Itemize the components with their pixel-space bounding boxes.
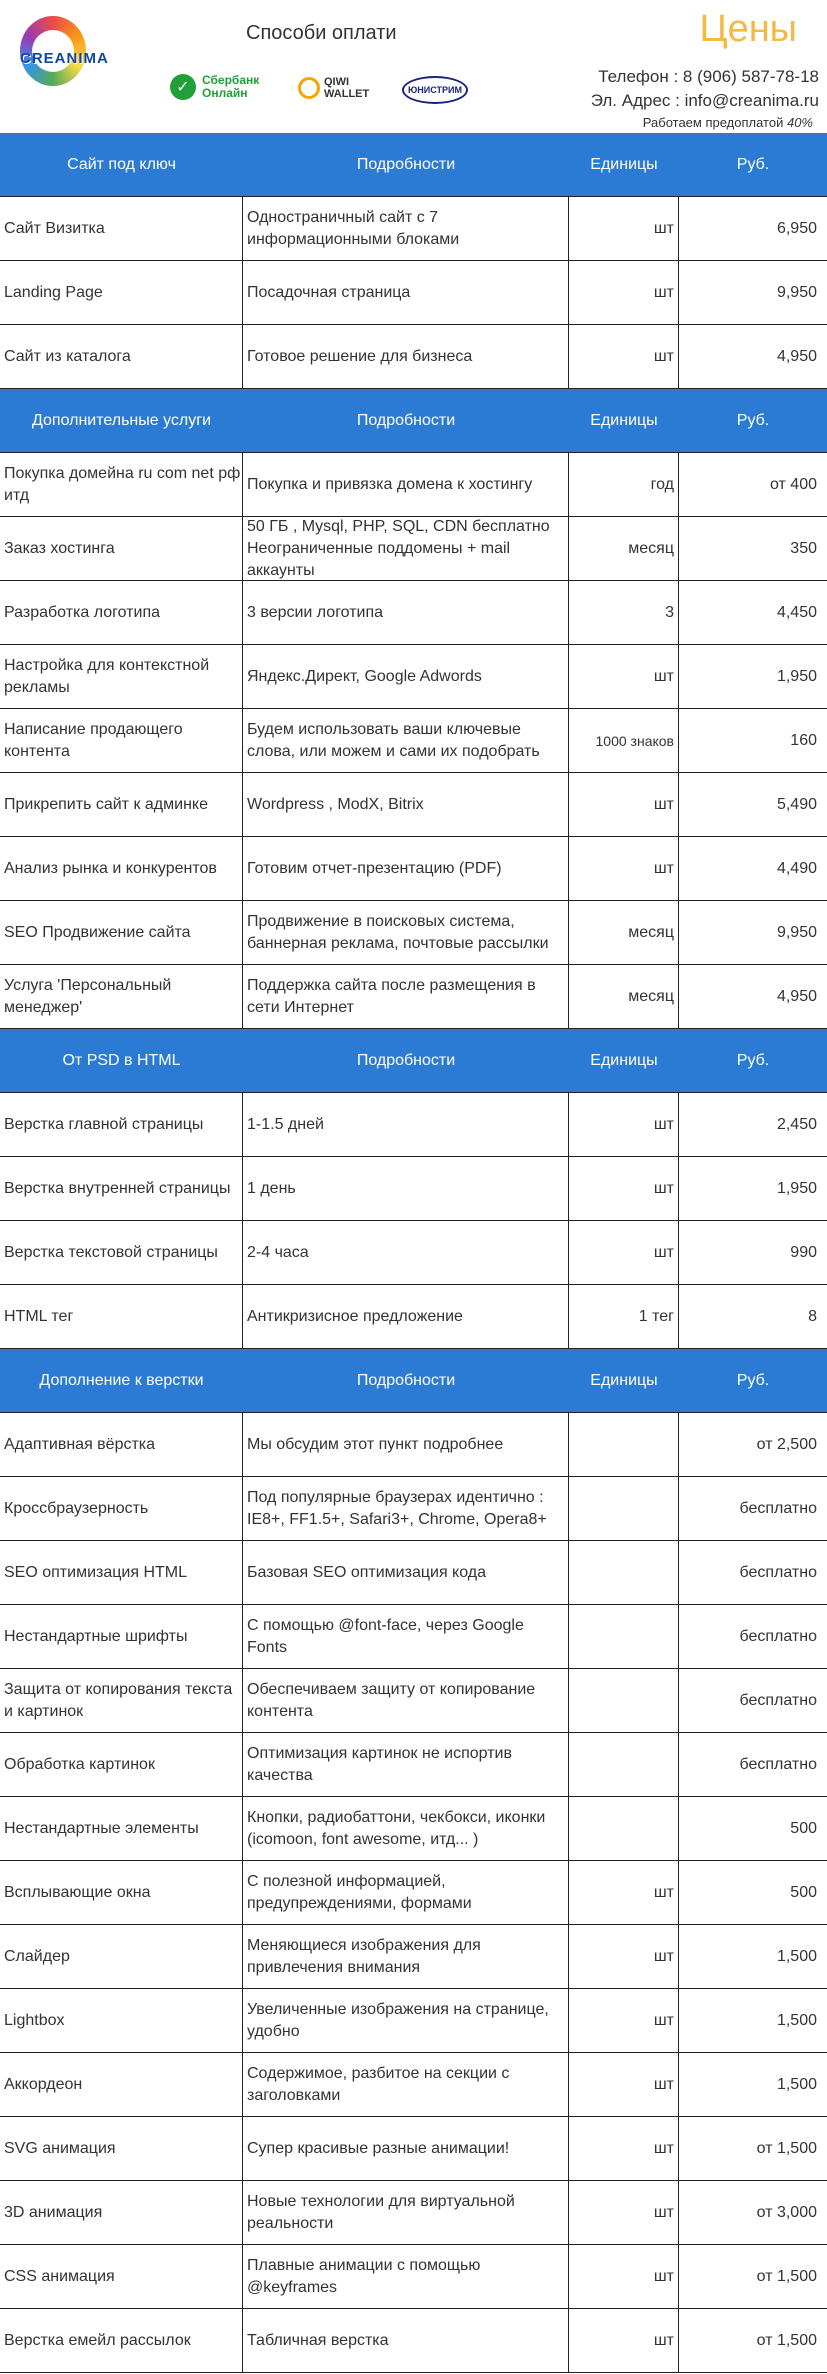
service-price: от 1,500: [756, 2331, 817, 2349]
service-name: Заказ хостинга: [0, 517, 243, 580]
table-row: [0, 1669, 827, 1733]
service-price: 990: [790, 1243, 817, 1261]
service-unit: [569, 1797, 679, 1860]
table-row: [0, 1733, 827, 1797]
service-name: CSS анимация: [0, 2245, 243, 2308]
service-name: Обработка картинок: [0, 1733, 243, 1796]
payment-logos: [170, 74, 480, 114]
sberbank-line1: Сбербанк: [202, 73, 260, 87]
table-row: [0, 261, 827, 325]
service-price: 2,450: [776, 1115, 817, 1133]
creanima-logo[interactable]: [14, 14, 124, 94]
table-row: [0, 645, 827, 709]
service-name: Верстка емейл рассылок: [0, 2309, 243, 2372]
section-header-cell: Руб.: [736, 155, 770, 173]
service-unit: шт: [569, 2053, 679, 2116]
prices-title: Цены: [699, 8, 797, 50]
service-details: Антикризисное предложение: [243, 1285, 569, 1348]
logo-text: CREANIMA: [20, 50, 109, 67]
section-header-cell: Единицы: [590, 155, 658, 173]
service-unit: шт: [569, 2181, 679, 2244]
section-header-cell: Руб.: [736, 1051, 770, 1069]
table-row: [0, 773, 827, 837]
service-details: Одностраничный сайт с 7 информационными блоками: [243, 197, 569, 260]
service-unit: шт: [569, 1221, 679, 1284]
section-header-cell: Руб.: [736, 1371, 770, 1389]
service-price: бесплатно: [739, 1563, 817, 1581]
service-name: Настройка для контекстной рекламы: [0, 645, 243, 708]
table-row: [0, 197, 827, 261]
contact-email: Эл. Адрес : info@creanima.ru: [590, 91, 819, 110]
table-row: [0, 1285, 827, 1349]
table-row: [0, 2245, 827, 2309]
service-price: 6,950: [776, 219, 817, 237]
sberbank-logo: [170, 74, 259, 100]
service-details: Будем использовать ваши ключевые слова, или можем и сами их подобрать: [243, 709, 569, 772]
service-price: 9,950: [776, 923, 817, 941]
section-header-cell: Подробности: [356, 1371, 456, 1389]
service-details: Табличная верстка: [243, 2309, 569, 2372]
service-unit: 1000 знаков: [569, 709, 679, 772]
service-price: 4,950: [776, 347, 817, 365]
table-row: [0, 965, 827, 1029]
section-header-cell: Руб.: [736, 411, 770, 429]
service-unit: шт: [569, 325, 679, 388]
service-details: Посадочная страница: [243, 261, 569, 324]
service-unit: шт: [569, 645, 679, 708]
prepayment-value: 40%: [786, 115, 813, 130]
service-price: от 3,000: [756, 2203, 817, 2221]
service-details: Содержимое, разбитое на секции с заголовками: [243, 2053, 569, 2116]
table-row: [0, 1861, 827, 1925]
section-header-cell: Подробности: [356, 411, 456, 429]
qiwi-line1: QIWI: [324, 76, 350, 88]
service-unit: шт: [569, 1093, 679, 1156]
service-price: от 400: [769, 475, 817, 493]
section-header-cell: Единицы: [590, 411, 658, 429]
service-details: Супер красивые разные анимации!: [243, 2117, 569, 2180]
service-unit: шт: [569, 773, 679, 836]
service-details: Кнопки, радиобаттони, чекбокси, иконки (icomoon, font awesome, итд... ): [243, 1797, 569, 1860]
service-details: 50 ГБ , Mysql, PHP, SQL, CDN бесплатно Неограниченные поддомены + mail аккаунты: [243, 517, 569, 580]
table-row: [0, 901, 827, 965]
service-price: 4,950: [776, 987, 817, 1005]
service-unit: месяц: [569, 901, 679, 964]
service-name: HTML тег: [0, 1285, 243, 1348]
service-details: С помощью @font-face, через Google Fonts: [243, 1605, 569, 1668]
service-name: Адаптивная вёрстка: [0, 1413, 243, 1476]
service-price: от 1,500: [756, 2139, 817, 2157]
service-name: Верстка текстовой страницы: [0, 1221, 243, 1284]
table-row: [0, 837, 827, 901]
service-price: 160: [790, 731, 817, 749]
service-name: Нестандартные шрифты: [0, 1605, 243, 1668]
service-name: 3D анимация: [0, 2181, 243, 2244]
service-unit: шт: [569, 1989, 679, 2052]
service-details: Под популярные браузерах идентично : IE8+, FF1.5+, Safari3+, Chrome, Opera8+: [243, 1477, 569, 1540]
service-details: 1 день: [243, 1157, 569, 1220]
service-unit: месяц: [569, 517, 679, 580]
service-unit: [569, 1541, 679, 1604]
service-name: SEO оптимизация HTML: [0, 1541, 243, 1604]
service-name: Защита от копирования текста и картинок: [0, 1669, 243, 1732]
service-details: Мы обсудим этот пункт подробнее: [243, 1413, 569, 1476]
prepayment-label: Работаем предоплатой: [642, 115, 787, 130]
service-details: Оптимизация картинок не испортив качества: [243, 1733, 569, 1796]
service-name: Всплывающие окна: [0, 1861, 243, 1924]
table-row: [0, 1093, 827, 1157]
service-details: Покупка и привязка домена к хостингу: [243, 453, 569, 516]
section-header-cell: Подробности: [356, 155, 456, 173]
table-row: [0, 2053, 827, 2117]
table-row: [0, 453, 827, 517]
service-unit: 1 тег: [569, 1285, 679, 1348]
service-details: 1-1.5 дней: [243, 1093, 569, 1156]
service-name: Верстка главной страницы: [0, 1093, 243, 1156]
service-details: С полезной информацией, предупреждениями, формами: [243, 1861, 569, 1924]
qiwi-icon: [298, 77, 320, 99]
service-price: 1,500: [776, 1947, 817, 1965]
service-price: бесплатно: [739, 1755, 817, 1773]
payment-methods-title: Способи оплати: [246, 22, 397, 44]
prepayment-note: [643, 115, 813, 130]
section-header-cell: Дополнение к верстки: [39, 1371, 204, 1389]
service-unit: шт: [569, 2117, 679, 2180]
service-unit: 3: [569, 581, 679, 644]
service-name: Услуга 'Персональный менеджер': [0, 965, 243, 1028]
table-row: [0, 517, 827, 581]
service-name: Кроссбраузерность: [0, 1477, 243, 1540]
service-price: 350: [790, 539, 817, 557]
service-details: Увеличенные изображения на странице, удобно: [243, 1989, 569, 2052]
service-name: Lightbox: [0, 1989, 243, 2052]
service-unit: год: [569, 453, 679, 516]
service-name: Покупка домейна ru com net рф итд: [0, 453, 243, 516]
service-price: 1,950: [776, 1179, 817, 1197]
service-details: Новые технологии для виртуальной реальности: [243, 2181, 569, 2244]
service-unit: шт: [569, 2309, 679, 2372]
service-unit: шт: [569, 1157, 679, 1220]
service-price: 8: [808, 1307, 817, 1325]
service-details: Плавные анимации с помощью @keyframes: [243, 2245, 569, 2308]
service-unit: [569, 1605, 679, 1668]
table-row: [0, 581, 827, 645]
service-price: от 1,500: [756, 2267, 817, 2285]
service-details: Wordpress , ModX, Bitrix: [243, 773, 569, 836]
service-name: Написание продающего контента: [0, 709, 243, 772]
service-name: Landing Page: [0, 261, 243, 324]
section-header-cell: Подробности: [356, 1051, 456, 1069]
page-header: [0, 0, 827, 133]
table-row: [0, 1477, 827, 1541]
table-row: [0, 1157, 827, 1221]
service-unit: шт: [569, 2245, 679, 2308]
service-price: от 2,500: [756, 1435, 817, 1453]
service-price: 500: [790, 1883, 817, 1901]
service-unit: [569, 1477, 679, 1540]
service-details: Базовая SEO оптимизация кода: [243, 1541, 569, 1604]
service-name: Аккордеон: [0, 2053, 243, 2116]
service-name: Сайт Визитка: [0, 197, 243, 260]
service-details: Поддержка сайта после размещения в сети Интернет: [243, 965, 569, 1028]
service-details: Готовим отчет-презентацию (PDF): [243, 837, 569, 900]
service-name: Нестандартные элементы: [0, 1797, 243, 1860]
service-name: Сайт из каталога: [0, 325, 243, 388]
unistream-logo: ЮНИСТРИМ: [402, 76, 468, 104]
service-name: Разработка логотипа: [0, 581, 243, 644]
service-details: Яндекс.Директ, Google Adwords: [243, 645, 569, 708]
service-unit: шт: [569, 261, 679, 324]
service-price: бесплатно: [739, 1691, 817, 1709]
service-price: 5,490: [776, 795, 817, 813]
sberbank-check-icon: ✓: [170, 74, 196, 100]
section-header-cell: Единицы: [590, 1371, 658, 1389]
service-name: Прикрепить сайт к админке: [0, 773, 243, 836]
table-row: [0, 2181, 827, 2245]
service-unit: [569, 1669, 679, 1732]
contact-phone: Телефон : 8 (906) 587-78-18: [598, 67, 819, 86]
service-unit: шт: [569, 1861, 679, 1924]
service-unit: шт: [569, 197, 679, 260]
service-name: Верстка внутренней страницы: [0, 1157, 243, 1220]
table-row: [0, 1605, 827, 1669]
sberbank-line2: Онлайн: [202, 86, 248, 100]
service-price: 1,500: [776, 2011, 817, 2029]
service-unit: [569, 1733, 679, 1796]
table-row: [0, 1989, 827, 2053]
section-header-cell: Сайт под ключ: [67, 155, 176, 173]
service-details: Меняющиеся изображения для привлечения внимания: [243, 1925, 569, 1988]
service-price: бесплатно: [739, 1627, 817, 1645]
section-header: [0, 389, 827, 453]
service-details: 2-4 часа: [243, 1221, 569, 1284]
service-unit: шт: [569, 837, 679, 900]
service-details: Готовое решение для бизнеса: [243, 325, 569, 388]
section-header: [0, 133, 827, 197]
table-row: [0, 2117, 827, 2181]
service-unit: [569, 1413, 679, 1476]
table-row: [0, 1413, 827, 1477]
section-header-cell: Единицы: [590, 1051, 658, 1069]
qiwi-logo: [298, 76, 369, 100]
table-row: [0, 1925, 827, 1989]
service-price: бесплатно: [739, 1499, 817, 1517]
table-row: [0, 2309, 827, 2373]
service-name: SVG анимация: [0, 2117, 243, 2180]
section-header: [0, 1029, 827, 1093]
service-details: Продвижение в поисковых система, баннерная реклама, почтовые рассылки: [243, 901, 569, 964]
section-header-cell: Дополнительные услуги: [31, 411, 212, 429]
service-unit: месяц: [569, 965, 679, 1028]
qiwi-line2: WALLET: [324, 88, 370, 100]
service-price: 4,490: [776, 859, 817, 877]
service-details: 3 версии логотипа: [243, 581, 569, 644]
table-row: [0, 325, 827, 389]
table-row: [0, 709, 827, 773]
service-name: SEO Продвижение сайта: [0, 901, 243, 964]
service-unit: шт: [569, 1925, 679, 1988]
price-table: [0, 133, 827, 2373]
service-price: 1,500: [776, 2075, 817, 2093]
table-row: [0, 1221, 827, 1285]
service-price: 4,450: [776, 603, 817, 621]
service-name: Анализ рынка и конкурентов: [0, 837, 243, 900]
table-row: [0, 1541, 827, 1605]
service-price: 9,950: [776, 283, 817, 301]
service-price: 500: [790, 1819, 817, 1837]
table-row: [0, 1797, 827, 1861]
service-details: Обеспечиваем защиту от копирование контента: [243, 1669, 569, 1732]
section-header: [0, 1349, 827, 1413]
section-header-cell: От PSD в HTML: [62, 1051, 181, 1069]
service-name: Слайдер: [0, 1925, 243, 1988]
service-price: 1,950: [776, 667, 817, 685]
